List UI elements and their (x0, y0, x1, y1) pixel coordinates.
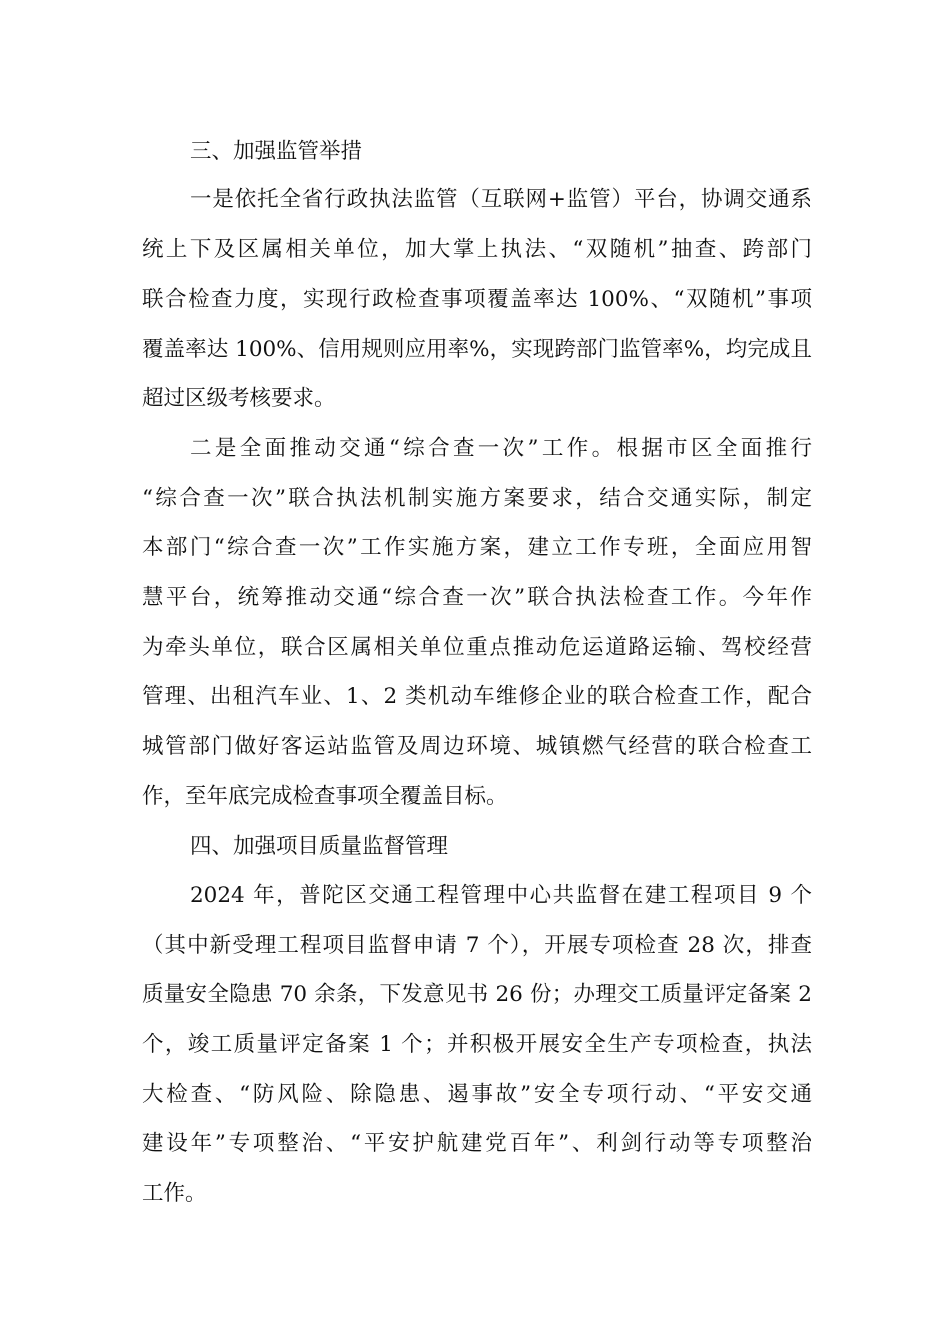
paragraph-line: 二是全面推动交通“综合查一次”工作。根据市区全面推行 (190, 436, 812, 461)
paragraph-line: 为牵头单位，联合区属相关单位重点推动危运道路运输、驾校经营 (142, 635, 812, 660)
paragraph-line: （其中新受理工程项目监督申请 7 个），开展专项检查 28 次，排查 (142, 933, 812, 958)
paragraph-line: 工作。 (142, 1181, 207, 1206)
section-heading-4: 四、加强项目质量监督管理 (190, 834, 449, 859)
section-heading-3: 三、加强监管举措 (190, 139, 363, 164)
paragraph-line: 慧平台，统筹推动交通“综合查一次”联合执法检查工作。今年作 (142, 585, 812, 610)
paragraph-line: 管理、出租汽车业、1、2 类机动车维修企业的联合检查工作，配合 (142, 684, 812, 709)
paragraph-line: 大检查、“防风险、除隐患、遏事故”安全专项行动、“平安交通 (142, 1082, 812, 1107)
paragraph-line: 联合检查力度，实现行政检查事项覆盖率达 100%、“双随机”事项 (142, 287, 812, 312)
paragraph-line: 覆盖率达 100%、信用规则应用率%，实现跨部门监管率%，均完成且 (142, 337, 812, 362)
paragraph-line: 城管部门做好客运站监管及周边环境、城镇燃气经营的联合检查工 (142, 734, 812, 759)
paragraph-line: 质量安全隐患 70 余条，下发意见书 26 份；办理交工质量评定备案 2 (142, 982, 812, 1007)
paragraph-line: 本部门“综合查一次”工作实施方案，建立工作专班，全面应用智 (142, 535, 812, 560)
paragraph-line: 作，至年底完成检查事项全覆盖目标。 (142, 784, 508, 809)
paragraph-line: 一是依托全省行政执法监管（互联网+监管）平台，协调交通系 (190, 187, 812, 212)
paragraph-line: 统上下及区属相关单位，加大掌上执法、“双随机”抽查、跨部门 (142, 237, 812, 262)
paragraph-line: “综合查一次”联合执法机制实施方案要求，结合交通实际，制定 (142, 486, 812, 511)
paragraph-line: 超过区级考核要求。 (142, 386, 336, 411)
paragraph-line: 建设年”专项整治、“平安护航建党百年”、利剑行动等专项整治 (142, 1131, 812, 1156)
paragraph-line: 2024 年，普陀区交通工程管理中心共监督在建工程项目 9 个 (190, 883, 812, 908)
paragraph-line: 个，竣工质量评定备案 1 个；并积极开展安全生产专项检查，执法 (142, 1032, 812, 1057)
